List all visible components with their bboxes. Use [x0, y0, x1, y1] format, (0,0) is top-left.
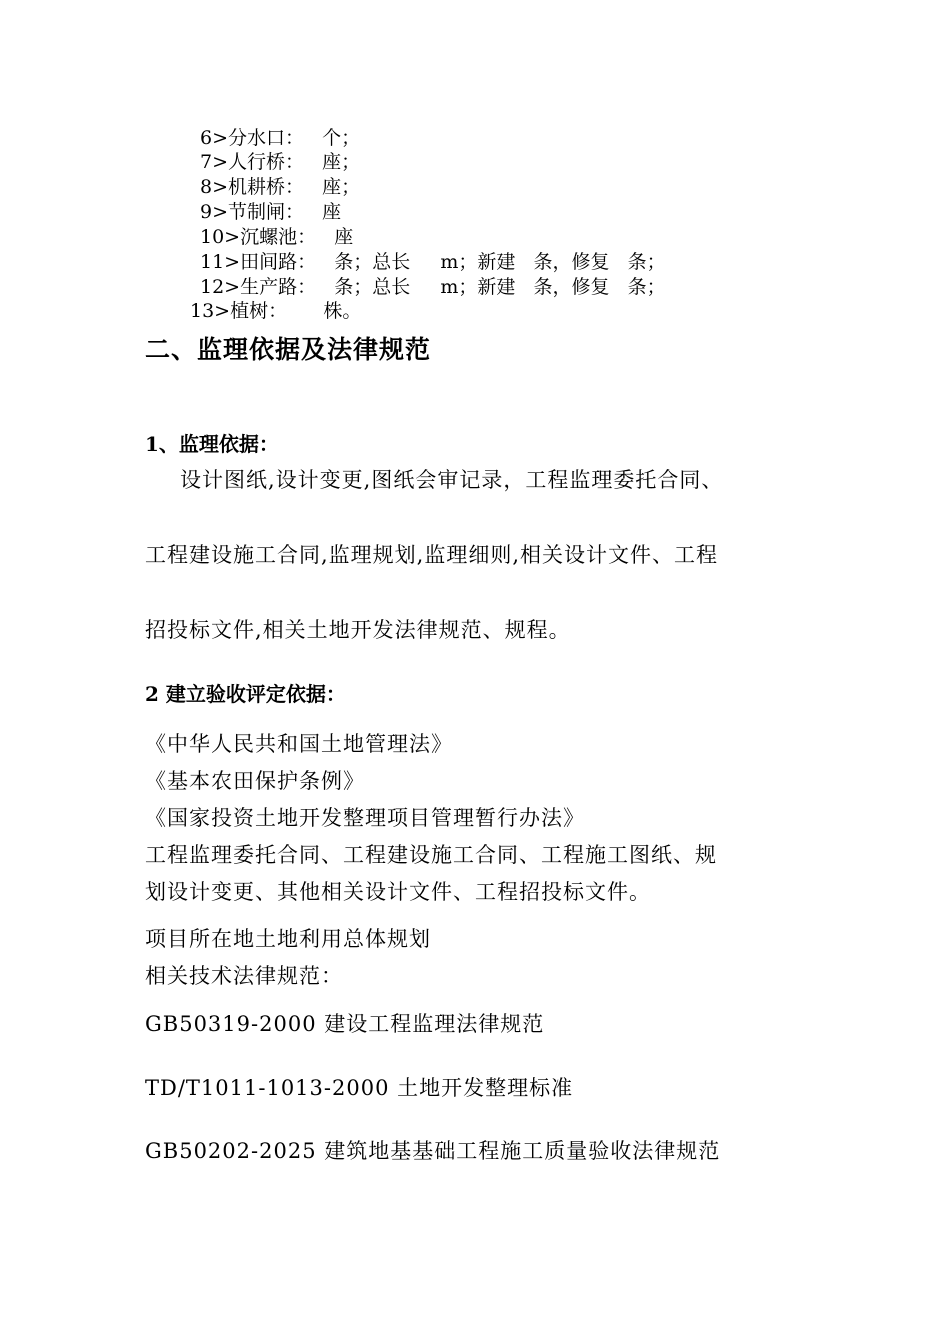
list-item: 12>生产路： 条；总长 m；新建 条，修复 条；	[200, 276, 666, 298]
list-item: 6>分水口： 个；	[200, 127, 361, 149]
law-title: 《国家投资土地开发整理项目管理暂行办法》	[145, 806, 585, 830]
list-item: 8>机耕桥： 座；	[200, 176, 361, 198]
section-heading: 二、监理依据及法律规范	[145, 335, 432, 364]
list-item: 10>沉螺池： 座	[200, 226, 354, 248]
law-title: 《基本农田保护条例》	[145, 769, 365, 793]
list-item: 7>人行桥： 座；	[200, 151, 361, 173]
standard-item: GB50202-2025 建筑地基基础工程施工质量验收法律规范	[145, 1139, 721, 1163]
paragraph-line: 工程建设施工合同,监理规划,监理细则,相关设计文件、工程	[145, 543, 719, 567]
paragraph-line: 划设计变更、其他相关设计文件、工程招投标文件。	[145, 880, 651, 904]
paragraph-line: 相关技术法律规范：	[145, 964, 343, 988]
list-item: 13>植树： 株。	[190, 300, 362, 322]
paragraph-line: 项目所在地土地利用总体规划	[145, 927, 431, 951]
standard-item: TD/T1011-1013-2000 土地开发整理标准	[145, 1076, 574, 1100]
paragraph-line: 工程监理委托合同、工程建设施工合同、工程施工图纸、规	[145, 843, 717, 867]
standard-item: GB50319-2000 建设工程监理法律规范	[145, 1012, 545, 1036]
subsection-heading-basis: 1、监理依据：	[145, 432, 279, 456]
paragraph-line: 招投标文件,相关土地开发法律规范、规程。	[145, 618, 571, 642]
law-title: 《中华人民共和国土地管理法》	[145, 732, 453, 756]
subsection-heading-acceptance: 2 建立验收评定依据：	[145, 682, 346, 706]
list-item: 9>节制闸： 座	[200, 201, 342, 223]
list-item: 11>田间路： 条；总长 m；新建 条，修复 条；	[200, 251, 666, 273]
paragraph-line: 设计图纸,设计变更,图纸会审记录，工程监理委托合同、	[180, 468, 724, 492]
